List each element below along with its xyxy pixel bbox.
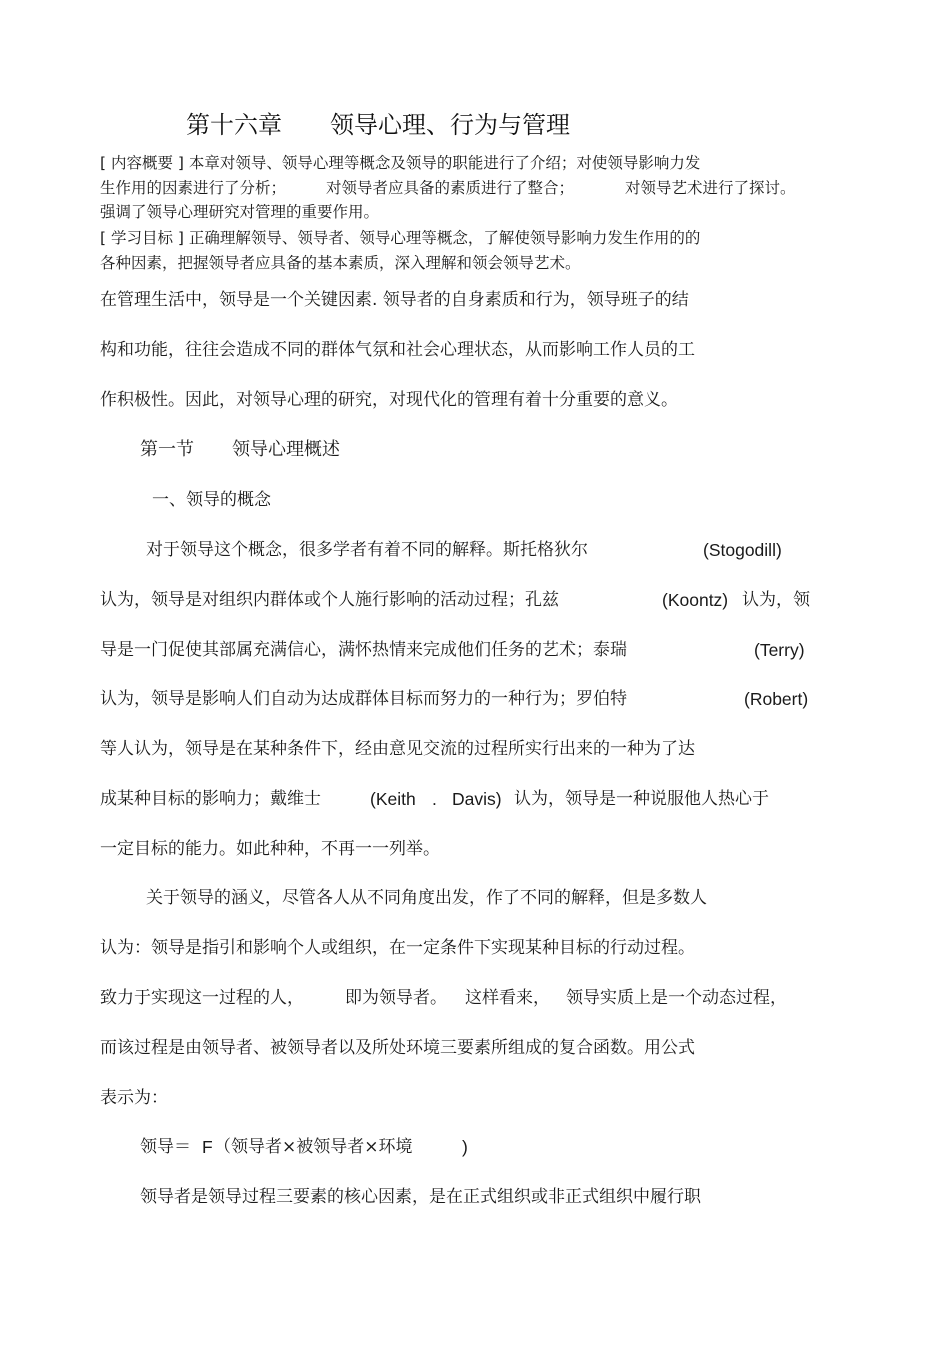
section-title: 领导心理概述 (232, 439, 340, 460)
para1-line-6b: 认为，领导是一种说服他人热心于 (514, 789, 769, 809)
para2-line-4: 而该过程是由领导者、被领导者以及所处环境三要素所组成的复合函数。用公式 (100, 1038, 695, 1058)
chapter-number: 第十六章 (186, 111, 282, 139)
para1-line-6a: 成某种目标的影响力；戴维士 (100, 789, 321, 809)
para2-line-1: 关于领导的涵义，尽管各人从不同角度出发，作了不同的解释，但是多数人 (146, 888, 707, 908)
para2-line-3c: 这样看来， (465, 988, 550, 1008)
objectives-line-1: [ 学习目标 ] 正确理解领导、领导者、领导心理等概念，了解使领导影响力发生作用的的 (100, 229, 701, 247)
formula-lhs: 领导＝ (140, 1137, 191, 1157)
intro-line-1: 在管理生活中，领导是一个关键因素. 领导者的自身素质和行为，领导班子的结 (100, 290, 689, 310)
intro-line-3: 作积极性。因此，对领导心理的研究，对现代化的管理有着十分重要的意义。 (100, 390, 678, 410)
para1-stogodill: (Stogodill) (703, 540, 782, 560)
para1-koontz: (Koontz) (662, 590, 729, 610)
para2-line-3a: 致力于实现这一过程的人， (100, 988, 304, 1008)
para1-davis: Davis) (452, 789, 502, 809)
para3-line-1: 领导者是领导过程三要素的核心因素，是在正式组织或非正式组织中履行职 (140, 1187, 701, 1207)
summary-line-2a: 生作用的因素进行了分析； (100, 179, 287, 197)
para1-line-7: 一定目标的能力。如此种种，不再一一列举。 (100, 839, 440, 859)
para1-dot: . (432, 789, 437, 809)
para1-line-5: 等人认为，领导是在某种条件下，经由意见交流的过程所实行出来的一种为了达 (100, 739, 695, 759)
summary-line-2b: 对领导者应具备的素质进行了整合； (326, 179, 575, 197)
para1-keith: (Keith (370, 789, 416, 809)
chapter-title: 领导心理、行为与管理 (330, 111, 570, 139)
para1-robert: (Robert) (744, 689, 809, 709)
para1-terry: (Terry) (754, 640, 805, 660)
para1-line-3: 导是一门促使其部属充满信心，满怀热情来完成他们任务的艺术；泰瑞 (100, 640, 627, 660)
summary-line-3: 强调了领导心理研究对管理的重要作用。 (100, 203, 380, 221)
summary-line-2c: 对领导艺术进行了探讨。 (625, 179, 796, 197)
para2-line-3b: 即为领导者。 (345, 988, 447, 1008)
formula-f: F (202, 1137, 213, 1157)
objectives-line-2: 各种因素，把握领导者应具备的基本素质，深入理解和领会领导艺术。 (100, 254, 581, 272)
subsection-heading: 一、领导的概念 (152, 490, 271, 510)
intro-line-2: 构和功能，往往会造成不同的群体气氛和社会心理状态，从而影响工作人员的工 (100, 340, 695, 360)
formula-args: （领导者×被领导者×环境 (214, 1137, 413, 1157)
section-number: 第一节 (140, 439, 194, 460)
para1-line-2: 认为，领导是对组织内群体或个人施行影响的活动过程；孔兹 (100, 590, 559, 610)
para2-line-5: 表示为： (100, 1088, 168, 1108)
para1-line-4: 认为，领导是影响人们自动为达成群体目标而努力的一种行为；罗伯特 (100, 689, 627, 709)
para2-line-2: 认为：领导是指引和影响个人或组织，在一定条件下实现某种目标的行动过程。 (100, 938, 695, 958)
formula-close: ) (462, 1137, 468, 1157)
summary-line-1: [ 内容概要 ] 本章对领导、领导心理等概念及领导的职能进行了介绍；对使领导影响力发 (100, 154, 701, 172)
para1-line-2-tail: 认为，领 (742, 590, 810, 610)
para1-line-1: 对于领导这个概念，很多学者有着不同的解释。斯托格狄尔 (146, 540, 588, 560)
para2-line-3d: 领导实质上是一个动态过程， (566, 988, 787, 1008)
